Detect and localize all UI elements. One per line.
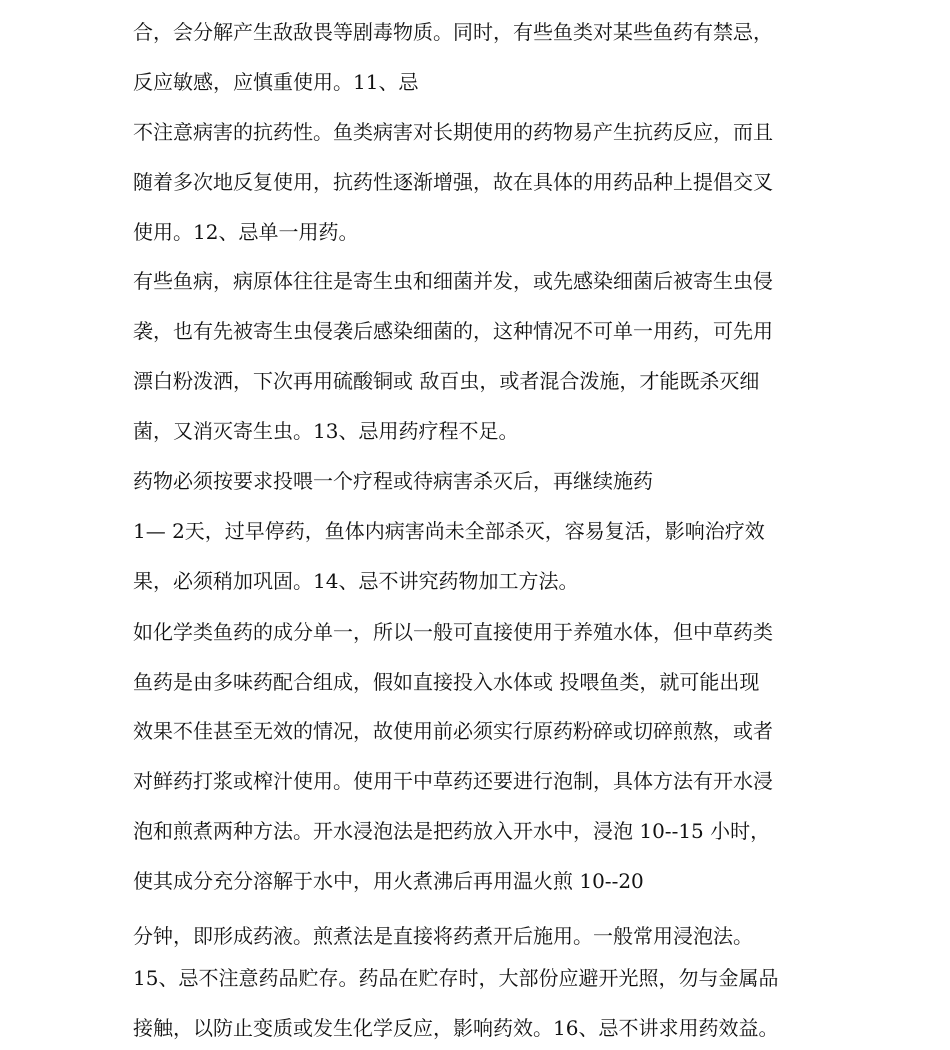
text-line: 合，会分解产生敌敌畏等剧毒物质。同时，有些鱼类对某些鱼药有禁忌， <box>133 20 773 44</box>
text-line: 对鲜药打浆或榨汁使用。使用干中草药还要进行泡制，具体方法有开水浸 <box>133 769 773 793</box>
text-line: 使其成分充分溶解于水中，用火煮沸后再用温火煎 10--20 <box>133 869 644 893</box>
text-line: 不注意病害的抗药性。鱼类病害对长期使用的药物易产生抗药反应，而且 <box>133 120 773 144</box>
text-line: 接触，以防止变质或发生化学反应，影响药效。16、忌不讲求用药效益。 <box>133 1016 779 1040</box>
text-line: 鱼药是由多味药配合组成，假如直接投入水体或 投喂鱼类，就可能出现 <box>133 670 760 694</box>
text-line: 分钟，即形成药液。煎煮法是直接将药煮开后施用。一般常用浸泡法。 <box>133 924 753 948</box>
text-line: 果，必须稍加巩固。14、忌不讲究药物加工方法。 <box>133 569 579 593</box>
text-line: 如化学类鱼药的成分单一，所以一般可直接使用于养殖水体，但中草药类 <box>133 620 773 644</box>
text-line: 随着多次地反复使用，抗药性逐渐增强，故在具体的用药品种上提倡交叉 <box>133 170 773 194</box>
text-line: 泡和煎煮两种方法。开水浸泡法是把药放入开水中，浸泡 10--15 小时， <box>133 819 771 843</box>
text-line: 使用。12、忌单一用药。 <box>133 220 359 244</box>
text-line: 反应敏感，应慎重使用。11、忌 <box>133 70 419 94</box>
text-line: 漂白粉泼洒，下次再用硫酸铜或 敌百虫，或者混合泼施，才能既杀灭细 <box>133 369 760 393</box>
text-line: 效果不佳甚至无效的情况，故使用前必须实行原药粉碎或切碎煎熬，或者 <box>133 719 773 743</box>
text-line: 药物必须按要求投喂一个疗程或待病害杀灭后，再继续施药 <box>133 469 653 493</box>
text-line: 菌，又消灭寄生虫。13、忌用药疗程不足。 <box>133 419 519 443</box>
text-line: 有些鱼病，病原体往往是寄生虫和细菌并发，或先感染细菌后被寄生虫侵 <box>133 269 773 293</box>
text-line: 袭，也有先被寄生虫侵袭后感染细菌的，这种情况不可单一用药，可先用 <box>133 319 773 343</box>
text-line: 15、忌不注意药品贮存。药品在贮存时，大部份应避开光照，勿与金属品 <box>133 966 779 990</box>
text-line: 1— 2天，过早停药，鱼体内病害尚未全部杀灭，容易复活，影响治疗效 <box>133 519 765 543</box>
